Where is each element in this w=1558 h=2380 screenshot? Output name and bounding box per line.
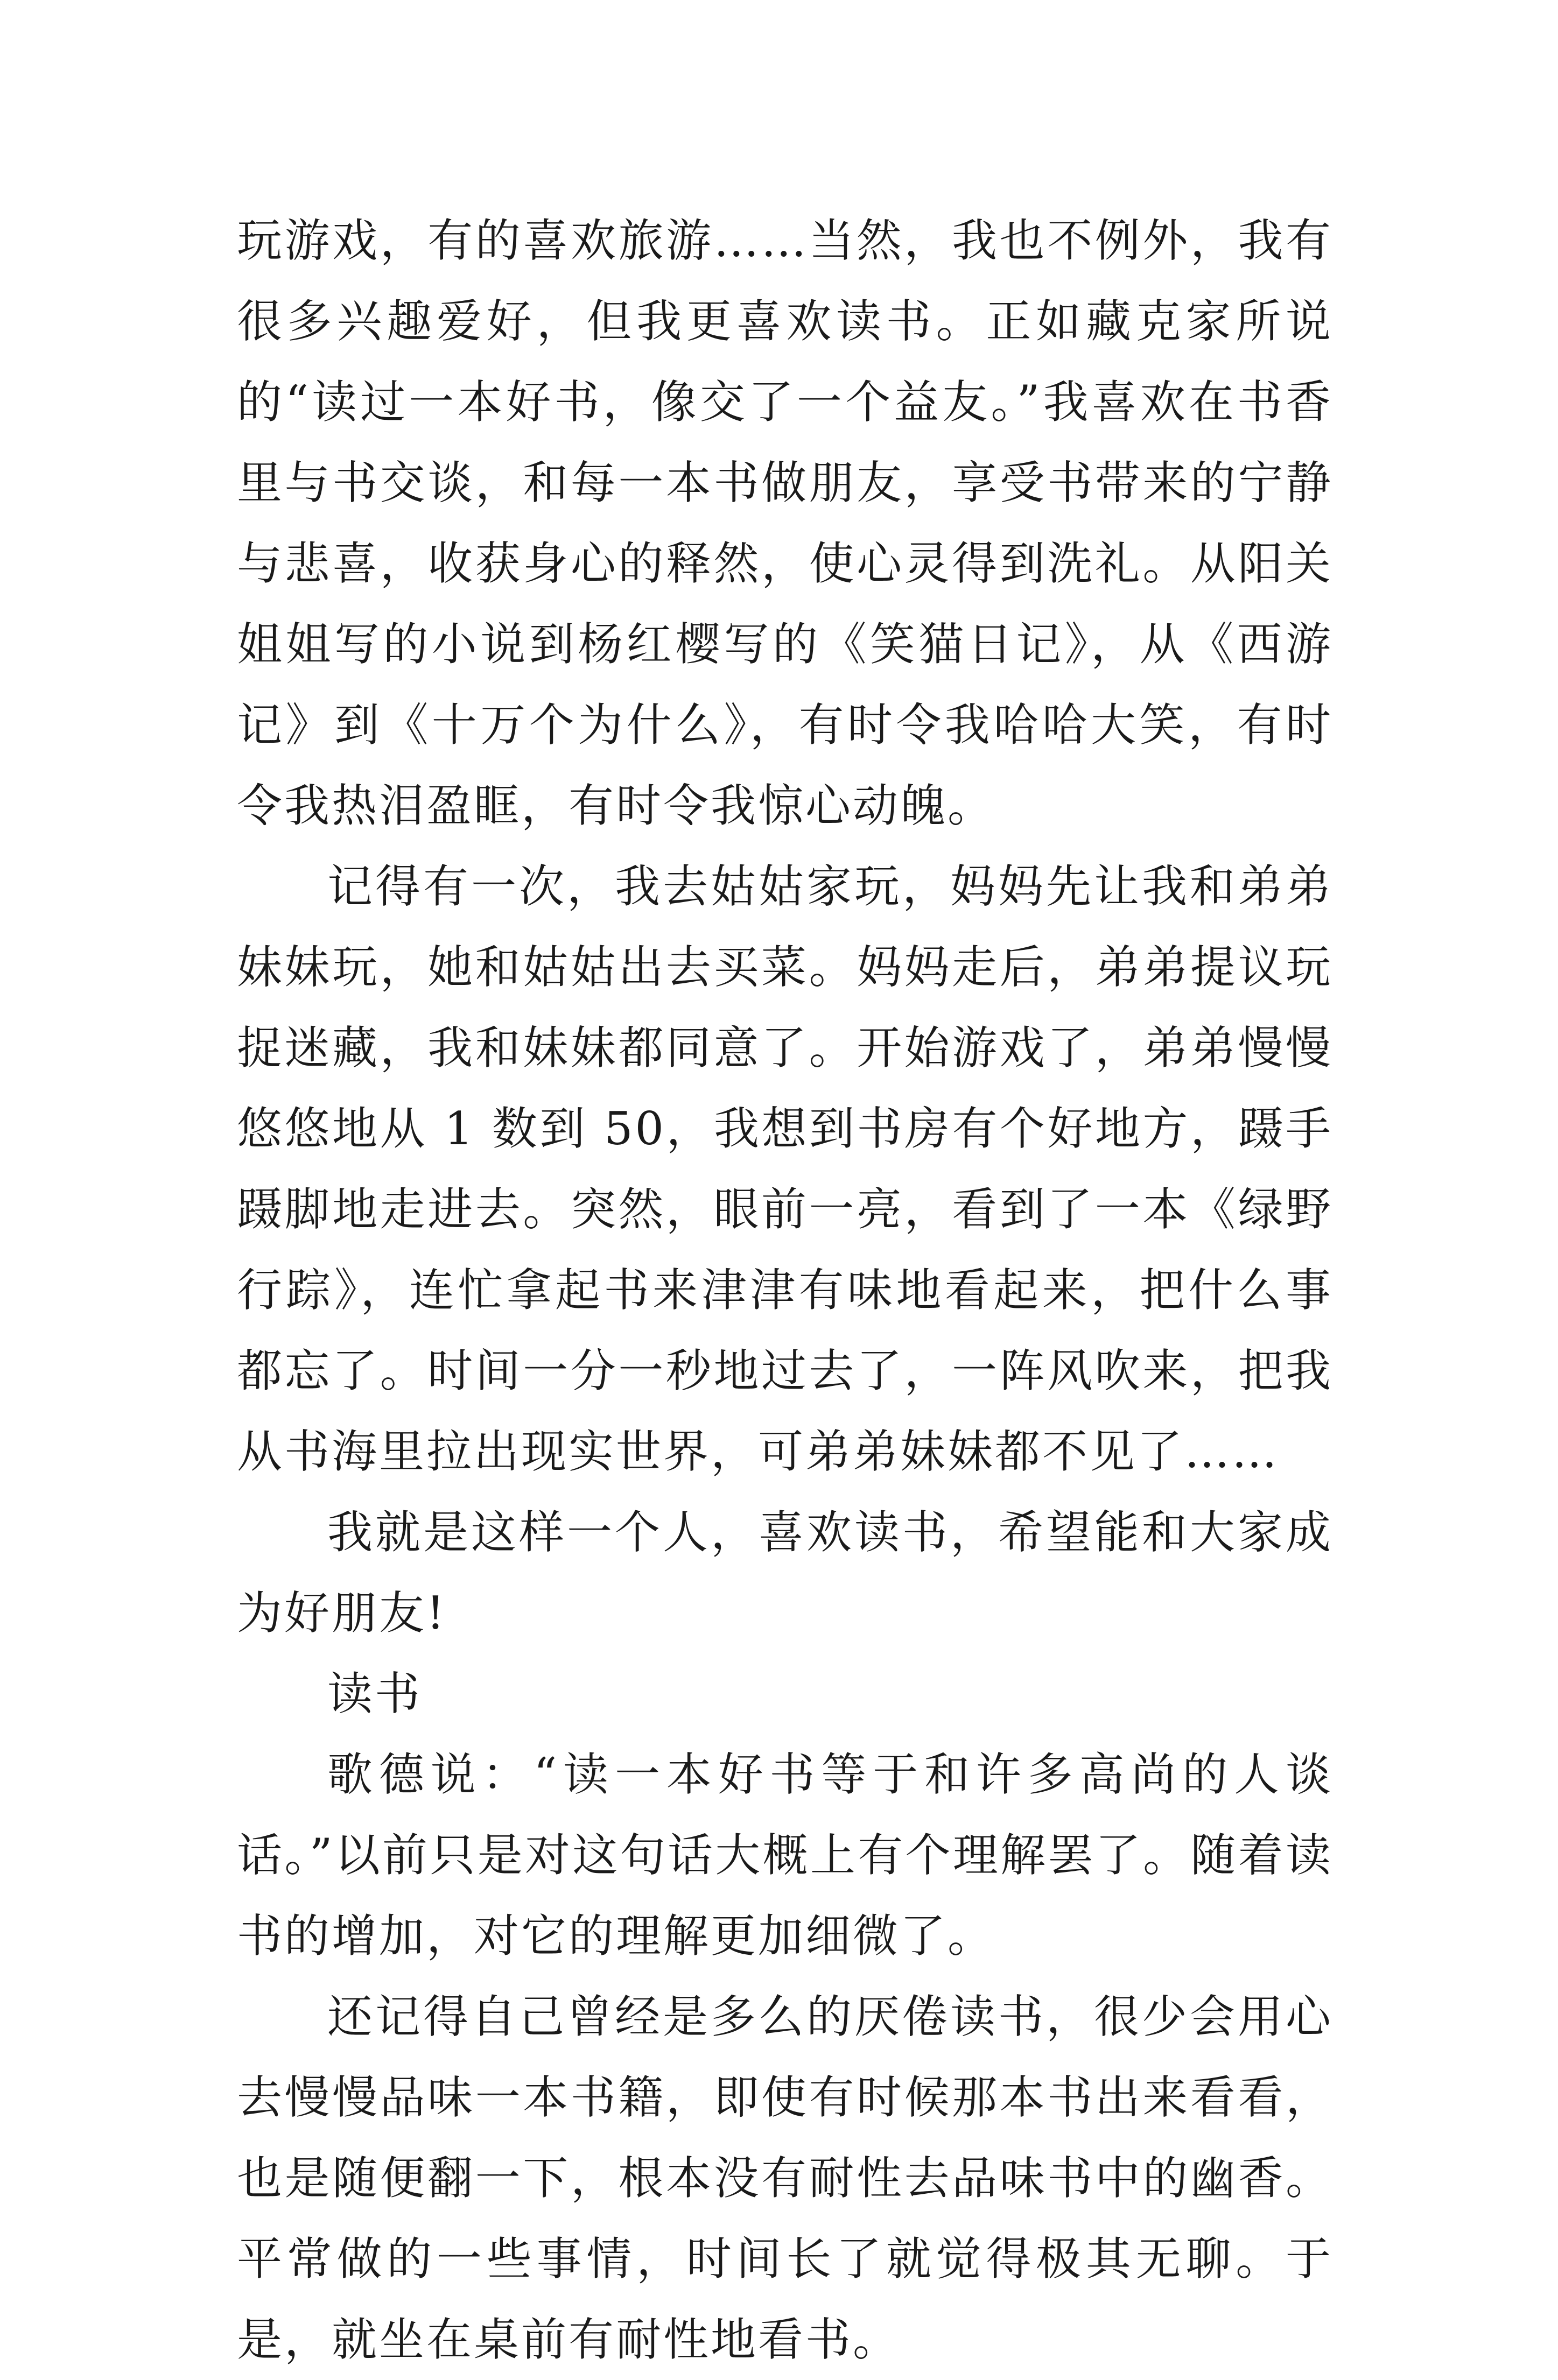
paragraph-5: 还记得自己曾经是多么的厌倦读书，很少会用心去慢慢品味一本书籍，即使有时候那本书出来看看，也是随便翻一下，根本没有耐性去品味书中的幽香。平常做的一些事情，时间长了就觉得极其无聊。于是，就坐在桌前有耐性地看书。 <box>237 1990 1333 2366</box>
section-heading: 读书 <box>327 1667 423 1720</box>
paragraph-3: 我就是这样一个人，喜欢读书，希望能和大家成为好朋友! <box>237 1506 1333 1639</box>
paragraph-2: 记得有一次，我去姑姑家玩，妈妈先让我和弟弟妹妹玩，她和姑姑出去买菜。妈妈走后，弟弟提议玩捉迷藏，我和妹妹都同意了。开始游戏了，弟弟慢慢悠悠地从 1 数到 50，我想到书房有个好地方，蹑手蹑脚地走进去。突然，眼前一亮，看到了一本《绿野行踪》，连忙拿起书来津津有味地看起来，把什么事都忘了。时间一分一秒地过去了，一阵风吹来，把我从书海里拉出现实世界，可弟弟妹妹都不见了…… <box>237 860 1333 1478</box>
paragraph-4: 歌德说：“读一本好书等于和许多高尚的人谈话。”以前只是对这句话大概上有个理解罢了。随着读书的增加，对它的理解更加细微了。 <box>237 1748 1333 1962</box>
document-body <box>237 200 1333 2380</box>
paragraph-1: 玩游戏，有的喜欢旅游……当然，我也不例外，我有很多兴趣爱好，但我更喜欢读书。正如藏克家所说的“读过一本好书，像交了一个益友。”我喜欢在书香里与书交谈，和每一本书做朋友，享受书带来的宁静与悲喜，收获身心的释然，使心灵得到洗礼。从阳关姐姐写的小说到杨红樱写的《笑猫日记》，从《西游记》到《十万个为什么》，有时令我哈哈大笑，有时令我热泪盈眶，有时令我惊心动魄。 <box>237 214 1333 832</box>
